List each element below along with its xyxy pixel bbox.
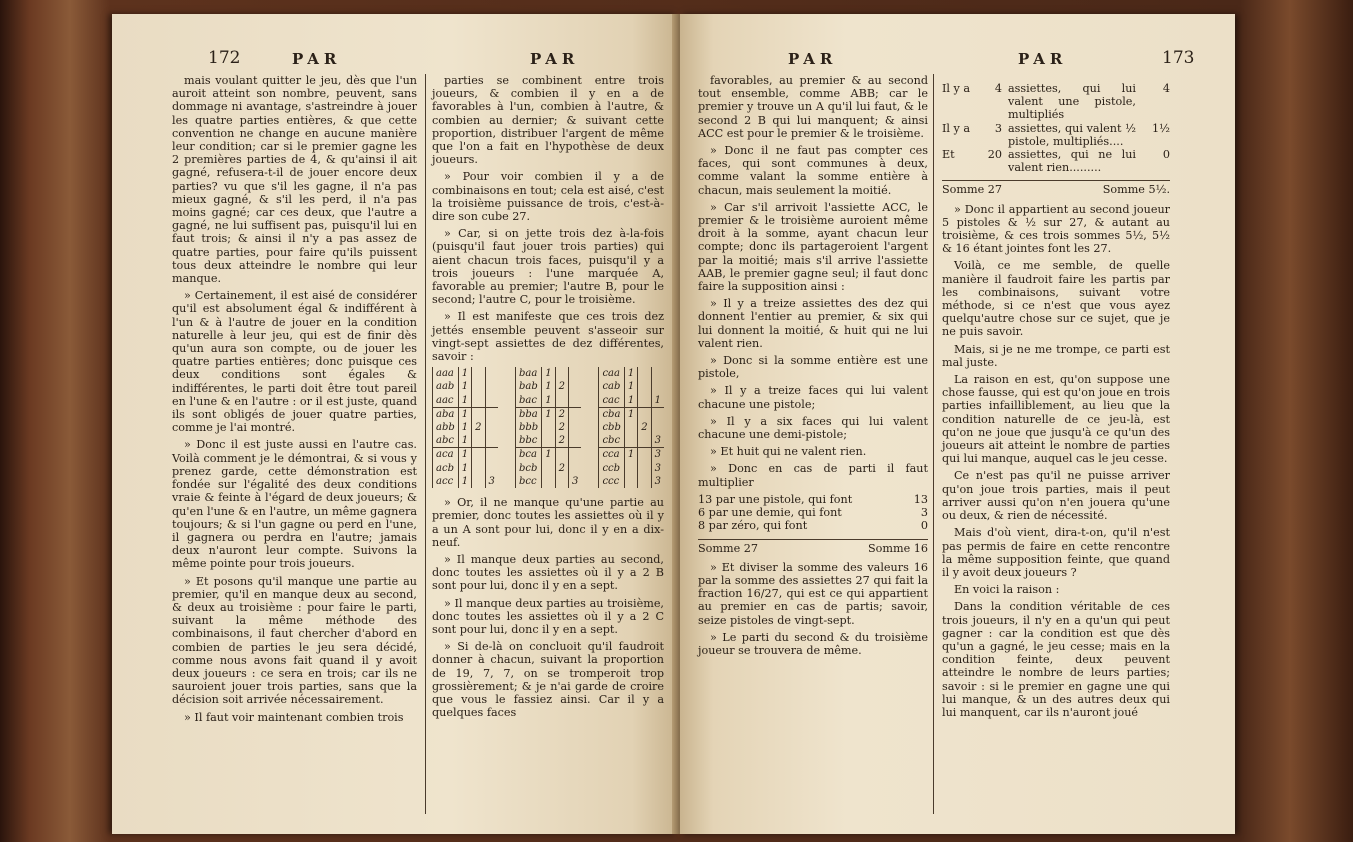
dice-combination: acc	[433, 475, 459, 488]
left-col2-text-top	[432, 74, 664, 363]
dice-count	[485, 421, 498, 434]
dice-count	[638, 475, 651, 488]
page-number-left: 172	[208, 48, 241, 68]
dice-count: 1	[542, 367, 555, 380]
paragraph: favorables, au premier & au second tout ensemble, comme ABB; car le premier y trouve un A qu'il lui faut, & le second 2 B qui lui manquent; & ainsi ACC est pour le premier & le troisième.	[698, 74, 928, 140]
dice-row	[433, 380, 498, 393]
calc-label: 6 par une demie, qui font	[698, 506, 842, 520]
right-page	[680, 14, 1235, 834]
dice-count: 1	[458, 367, 471, 380]
paragraph: parties se combinent entre trois joueurs, & combien il y en a de favorables à l'un, combien à l'autre, & combien au dernier; & suivant cette proportion, distribuer l'argent de même que l'on a fait en l'hypothèse de deux joueurs.	[432, 74, 664, 167]
dice-count	[472, 462, 485, 475]
sum-line-2	[942, 180, 1170, 196]
calc-prefix: Il y a	[942, 82, 971, 95]
dice-count	[542, 462, 555, 475]
dice-count: 1	[458, 434, 471, 448]
dice-count: 1	[542, 448, 555, 462]
dice-count: 2	[555, 407, 568, 421]
dice-row	[516, 407, 582, 421]
right-column-2	[942, 78, 1170, 723]
sum-line-1	[698, 539, 928, 555]
dice-count	[568, 448, 581, 462]
dice-combination: aaa	[433, 367, 459, 380]
dice-count: 1	[624, 394, 637, 408]
paragraph: » Il est manifeste que ces trois dez jettés ensemble peuvent s'asseoir sur vingt-sept assiettes de dez différentes, savoir :	[432, 310, 664, 364]
column-rule-right	[933, 74, 934, 814]
dice-count	[472, 380, 485, 393]
dice-row	[516, 448, 582, 462]
paragraph: » Et huit qui ne valent rien.	[710, 445, 867, 459]
paragraph: Mais, si je ne me trompe, ce parti est mal juste.	[942, 342, 1170, 369]
paragraph: Dans la condition véritable de ces trois joueurs, il n'y en a qu'un qui peut gagner : car la condition est que dès qu'un a gagné, le jeu cesse; mais en la condition feinte, deux peuvent atteindre le nombre de leurs parties; savoir : si le premier en gagne une qui lui manque, & un des autres deux qui lui manquent, car ils n'auront joué	[942, 600, 1170, 719]
paragraph: » Donc en cas de parti il faut multiplier	[698, 462, 928, 489]
dice-count: 1	[458, 448, 471, 462]
paragraph: mais voulant quitter le jeu, dès que l'un auroit atteint son nombre, peuvent, sans dommage ni avantage, s'astreindre à jouer les quatre parties entières, & que cette convention ne change en aucune manière leur condition; car si le premier gagne les 2 premières parties de 4, & qu'ainsi il ait gagné, refusera-t-il de jouer encore deux parties? vu que s'il les gagne, il n'a pas mieux gagné, & s'il les perd, il n'a pas moins gagné; car ces deux, que l'autre a gagné, ne lui suffisent pas, puisqu'il lui en faut trois; & ainsi il n'y a pas assez de quatre parties, pour faire qu'ils puissent tous deux atteindre le nombre qui leur manque.	[172, 74, 417, 286]
dice-combination: bba	[516, 407, 542, 421]
dice-combination: cca	[599, 448, 624, 462]
sum2-right: Somme 5½.	[1102, 183, 1170, 197]
dice-combination: bac	[516, 394, 542, 408]
dice-count	[568, 421, 581, 434]
dice-count	[555, 475, 568, 488]
dice-count: 3	[651, 462, 664, 475]
calc-value: 3	[920, 506, 928, 520]
dice-combination: aac	[433, 394, 459, 408]
calc-row	[698, 519, 928, 532]
dice-count	[638, 434, 651, 448]
dice-row	[433, 475, 498, 488]
running-header-left-col1: PAR	[292, 50, 342, 68]
pistole-calculation	[698, 493, 928, 533]
dice-count: 3	[485, 475, 498, 488]
dice-count: 1	[542, 394, 555, 408]
calc-value: 1½	[1152, 121, 1170, 135]
paragraph: » Il y a treize faces qui lui valent chacune une pistole;	[698, 384, 928, 411]
dice-row	[599, 462, 664, 475]
paragraph: » Il manque deux parties au second, donc toutes les assiettes où il y a 2 B sont pour lui, donc il y en a sept.	[432, 552, 664, 593]
dice-count	[638, 394, 651, 408]
dice-count	[485, 434, 498, 448]
dice-combination: cac	[599, 394, 624, 408]
dice-count: 1	[458, 394, 471, 408]
dice-count	[568, 394, 581, 408]
dice-combination: caa	[599, 367, 624, 380]
right-col1-text-top	[698, 74, 928, 489]
paragraph: » Il y a six faces qui lui valent chacune une demi-pistole;	[698, 414, 928, 442]
dice-row	[516, 434, 582, 448]
paragraph: » Pour voir combien il y a de combinaisons en tout; cela est aisé, c'est la troisième puissance de trois, c'est-à-dire son cube 27.	[432, 170, 664, 224]
paragraph: » Car s'il arrivoit l'assiette ACC, le premier & le troisième auroient même droit à la somme, ayant chacun leur compte; donc ils partageroient l'argent par la moitié; mais s'il arrive l'assiette AAB, le premier gagne seul; il faut donc faire la supposition ainsi :	[698, 200, 928, 294]
dice-row	[599, 448, 664, 462]
calc-label: assiettes, qui lui valent une pistole, multipliés	[1008, 82, 1136, 122]
calc-count: 3	[994, 121, 1002, 135]
paragraph: » Et diviser la somme des valeurs 16 par la somme des assiettes 27 qui fait la fraction 16/27, qui est ce qui appartient au premier en cas de partis; savoir, seize pistoles de vingt-sept.	[698, 560, 928, 627]
dice-count	[651, 421, 664, 434]
dice-combination: bcc	[516, 475, 542, 488]
dice-table	[432, 367, 498, 488]
dice-count	[624, 475, 637, 488]
paragraph: » Donc si la somme entière est une pistole,	[698, 354, 928, 381]
sum2-left: Somme 27	[942, 183, 1003, 197]
left-column-1	[172, 74, 417, 728]
dice-count	[568, 434, 581, 448]
dice-count: 3	[651, 434, 664, 448]
dice-count: 1	[458, 421, 471, 434]
paragraph: » Le parti du second & du troisième joueur se trouvera de même.	[698, 630, 928, 657]
dice-count	[555, 367, 568, 380]
dice-count: 1	[624, 380, 637, 393]
calc-value: 13	[913, 492, 928, 506]
calc-prefix: Et	[942, 148, 955, 162]
dice-row	[599, 367, 664, 380]
dice-count: 1	[458, 380, 471, 393]
dice-row	[516, 394, 582, 408]
dice-row	[599, 407, 664, 421]
calc-row	[942, 148, 1170, 174]
dice-combination: bca	[516, 448, 542, 462]
calc-row	[698, 493, 928, 506]
dice-count	[485, 394, 498, 408]
dice-combination-tables	[432, 367, 664, 488]
dice-combination: aca	[433, 448, 459, 462]
paragraph: » Donc il appartient au second joueur 5 pistoles & ½ sur 27, & autant au troisième, & ces trois sommes 5½, 5½ & 16 étant jointes font les 27.	[942, 202, 1170, 256]
dice-count	[485, 367, 498, 380]
dice-row	[516, 475, 582, 488]
left-column-2	[432, 74, 664, 723]
calc-label: 13 par une pistole, qui font	[698, 492, 853, 506]
dice-count: 1	[624, 407, 637, 421]
right-col1-text-bottom	[698, 561, 928, 657]
dice-table	[515, 367, 581, 488]
dice-count	[568, 380, 581, 393]
calc-value: 0	[920, 519, 928, 533]
paragraph: » Et posons qu'il manque une partie au premier, qu'il en manque deux au second, & deux au troisième : pour faire le parti, suivant la même méthode des combinaisons, il faut chercher d'abord en combien de parties le jeu sera décidé, comme nous avons fait quand il y avoit deux joueurs : ce sera en trois; car ils ne sauroient jouer trois parties, sans que la décision soit arrivée nécessairement.	[172, 574, 417, 707]
dice-combination: aab	[433, 380, 459, 393]
dice-row	[516, 421, 582, 434]
calc-value: 0	[1162, 148, 1170, 162]
dice-row	[433, 434, 498, 448]
sum1-right: Somme 16	[867, 541, 928, 555]
dice-row	[599, 475, 664, 488]
dice-count	[472, 407, 485, 421]
dice-combination: acb	[433, 462, 459, 475]
dice-count	[485, 380, 498, 393]
dice-count	[542, 421, 555, 434]
paragraph: » Car, si on jette trois dez à-la-fois (puisqu'il faut jouer trois parties) qui aient chacun trois faces, puisqu'il y a trois joueurs : l'une marquée A, favorable au premier; l'autre B, pour le second; l'autre C, pour le troisième.	[432, 227, 664, 307]
dice-row	[516, 462, 582, 475]
calc-row	[698, 506, 928, 519]
dice-count	[472, 367, 485, 380]
dice-count: 3	[651, 448, 664, 462]
left-col2-text-bottom	[432, 496, 664, 719]
dice-table	[598, 367, 664, 488]
running-header-right-col2: PAR	[1018, 50, 1068, 68]
dice-count: 1	[542, 407, 555, 421]
dice-row	[599, 434, 664, 448]
paragraph: » Certainement, il est aisé de considérer qu'il est absolument égal & indifférent à l'un & à l'autre de jouer en la condition naturelle à leur jeu, qui est de finir dès qu'un aura son compte, ou de jouer les quatre parties entières; donc puisque ces deux conditions sont égales & indifférentes, le parti doit être tout pareil en l'une & en l'autre : or il est juste, quand ils sont obligés de jouer quatre parties, comme je l'ai montré.	[172, 289, 417, 435]
calc-row	[942, 122, 1170, 148]
dice-count	[472, 475, 485, 488]
dice-count	[651, 407, 664, 421]
dice-row	[433, 421, 498, 434]
paragraph: » Donc il est juste aussi en l'autre cas. Voilà comment je le démontrai, & si vous y prenez garde, cette démonstration est fondée sur l'égalité des deux conditions vraie & feinte à l'égard de deux joueurs; & qu'en l'une & en l'autre, un même gagnera toujours; & si l'un gagne ou perd en l'une, il gagnera ou perdra en l'autre; jamais deux n'auront leur compte. Suivons la même pointe pour trois joueurs.	[172, 438, 417, 571]
dice-count	[638, 462, 651, 475]
left-page	[112, 14, 677, 834]
calc-row	[942, 82, 1170, 122]
dice-count: 3	[568, 475, 581, 488]
paragraph: » Il y a treize assiettes des dez qui donnent l'entier au premier, & six qui lui donnent la moitié, & huit qui ne lui valent rien.	[698, 297, 928, 350]
calc-prefix: Il y a	[942, 121, 971, 135]
dice-combination: bbb	[516, 421, 542, 434]
dice-row	[433, 448, 498, 462]
dice-combination: baa	[516, 367, 542, 380]
dice-count	[568, 367, 581, 380]
right-column-1	[698, 74, 928, 661]
dice-count	[485, 407, 498, 421]
paragraph: Ce n'est pas qu'il ne puisse arriver qu'on joue trois parties, mais il peut arriver aussi qu'on n'en jouera qu'une ou deux, & rien de nécessité.	[942, 469, 1170, 523]
dice-count: 1	[458, 462, 471, 475]
dice-combination: cbc	[599, 434, 624, 448]
dice-count: 2	[555, 462, 568, 475]
dice-count	[542, 434, 555, 448]
dice-combination: abc	[433, 434, 459, 448]
calc-count: 4	[994, 82, 1002, 95]
dice-row	[433, 394, 498, 408]
dice-count	[651, 380, 664, 393]
dice-count	[638, 448, 651, 462]
dice-row	[433, 367, 498, 380]
paragraph: Mais d'où vient, dira-t-on, qu'il n'est pas permis de faire en cette rencontre la même supposition feinte, que quand il y avoit deux joueurs ?	[942, 526, 1170, 579]
right-col2-text	[942, 203, 1170, 720]
dice-count	[555, 394, 568, 408]
page-number-right: 173	[1162, 48, 1195, 68]
dice-count	[638, 367, 651, 380]
dice-count	[472, 434, 485, 448]
paragraph: » Si de-là on concluoit qu'il faudroit donner à chacun, suivant la proportion de 19, 7, 7, on se tromperoit trop grossièrement; & je n'ai garde de croire que vous le fassiez ainsi. Car il y a quelques faces	[432, 640, 664, 720]
running-header-right-col1: PAR	[788, 50, 838, 68]
paragraph: » Donc il ne faut pas compter ces faces, qui sont communes à deux, comme valant la somme entière à chacun, mais seulement la moitié.	[698, 144, 928, 197]
dice-combination: cba	[599, 407, 624, 421]
calc-value: 4	[1162, 82, 1170, 95]
dice-count: 1	[624, 448, 637, 462]
dice-count	[638, 380, 651, 393]
paragraph: » Or, il ne manque qu'une partie au premier, donc toutes les assiettes où il y a un A sont pour lui, donc il y en a dix-neuf.	[432, 496, 664, 549]
dice-count: 1	[458, 407, 471, 421]
dice-count: 1	[624, 367, 637, 380]
dice-count	[555, 448, 568, 462]
dice-count	[624, 434, 637, 448]
dice-combination: bab	[516, 380, 542, 393]
dice-row	[599, 380, 664, 393]
dice-row	[516, 367, 582, 380]
dice-row	[433, 407, 498, 421]
paragraph: La raison en est, qu'on suppose une chose fausse, qui est qu'on joue en trois parties infailliblement, au lieu que la condition naturelle de ce jeu-là, est qu'on ne joue que jusqu'à ce qu'un des joueurs ait atteint le nombre de parties qui lui manque, auquel cas le jeu cesse.	[942, 373, 1170, 466]
dice-count: 1	[458, 475, 471, 488]
dice-count	[568, 462, 581, 475]
paragraph: Voilà, ce me semble, de quelle manière il faudroit faire les partis par les combinaisons, suivant votre méthode, si ce n'est que vous ayez quelqu'autre chose sur ce sujet, que je ne puis savoir.	[942, 259, 1170, 339]
assiettes-calculation	[942, 82, 1170, 174]
dice-count	[568, 407, 581, 421]
dice-count	[624, 462, 637, 475]
dice-count: 2	[472, 421, 485, 434]
calc-label: assiettes, qui valent ½ pistole, multipliés....	[1008, 121, 1136, 148]
dice-count	[472, 394, 485, 408]
calc-label: 8 par zéro, qui font	[698, 519, 808, 533]
dice-count	[542, 475, 555, 488]
dice-row	[599, 421, 664, 434]
dice-count	[638, 407, 651, 421]
dice-combination: aba	[433, 407, 459, 421]
paragraph: » Il manque deux parties au troisième, donc toutes les assiettes où il y a 2 C sont pour lui, donc il y en a sept.	[432, 596, 664, 636]
dice-count	[472, 448, 485, 462]
dice-combination: cbb	[599, 421, 624, 434]
dice-row	[516, 380, 582, 393]
dice-count: 1	[651, 394, 664, 408]
dice-row	[599, 394, 664, 408]
dice-combination: ccb	[599, 462, 624, 475]
dice-combination: bbc	[516, 434, 542, 448]
dice-count: 2	[555, 434, 568, 448]
dice-count	[485, 462, 498, 475]
dice-count	[651, 367, 664, 380]
calc-label: assiettes, qui ne lui valent rien.........	[1008, 148, 1136, 175]
dice-count: 3	[651, 475, 664, 488]
dice-count: 2	[555, 421, 568, 434]
dice-combination: abb	[433, 421, 459, 434]
dice-combination: bcb	[516, 462, 542, 475]
dice-combination: cab	[599, 380, 624, 393]
dice-count: 1	[542, 380, 555, 393]
dice-combination: ccc	[599, 475, 624, 488]
sum1-left: Somme 27	[698, 541, 759, 555]
paragraph: » Il faut voir maintenant combien trois	[184, 710, 404, 724]
dice-count	[485, 448, 498, 462]
dice-count: 2	[638, 421, 651, 434]
paragraph: En voici la raison :	[954, 583, 1060, 597]
column-rule	[425, 74, 426, 814]
calc-count: 20	[987, 148, 1002, 162]
dice-count: 2	[555, 380, 568, 393]
dice-row	[433, 462, 498, 475]
running-header-left-col2: PAR	[530, 50, 580, 68]
dice-count	[624, 421, 637, 434]
